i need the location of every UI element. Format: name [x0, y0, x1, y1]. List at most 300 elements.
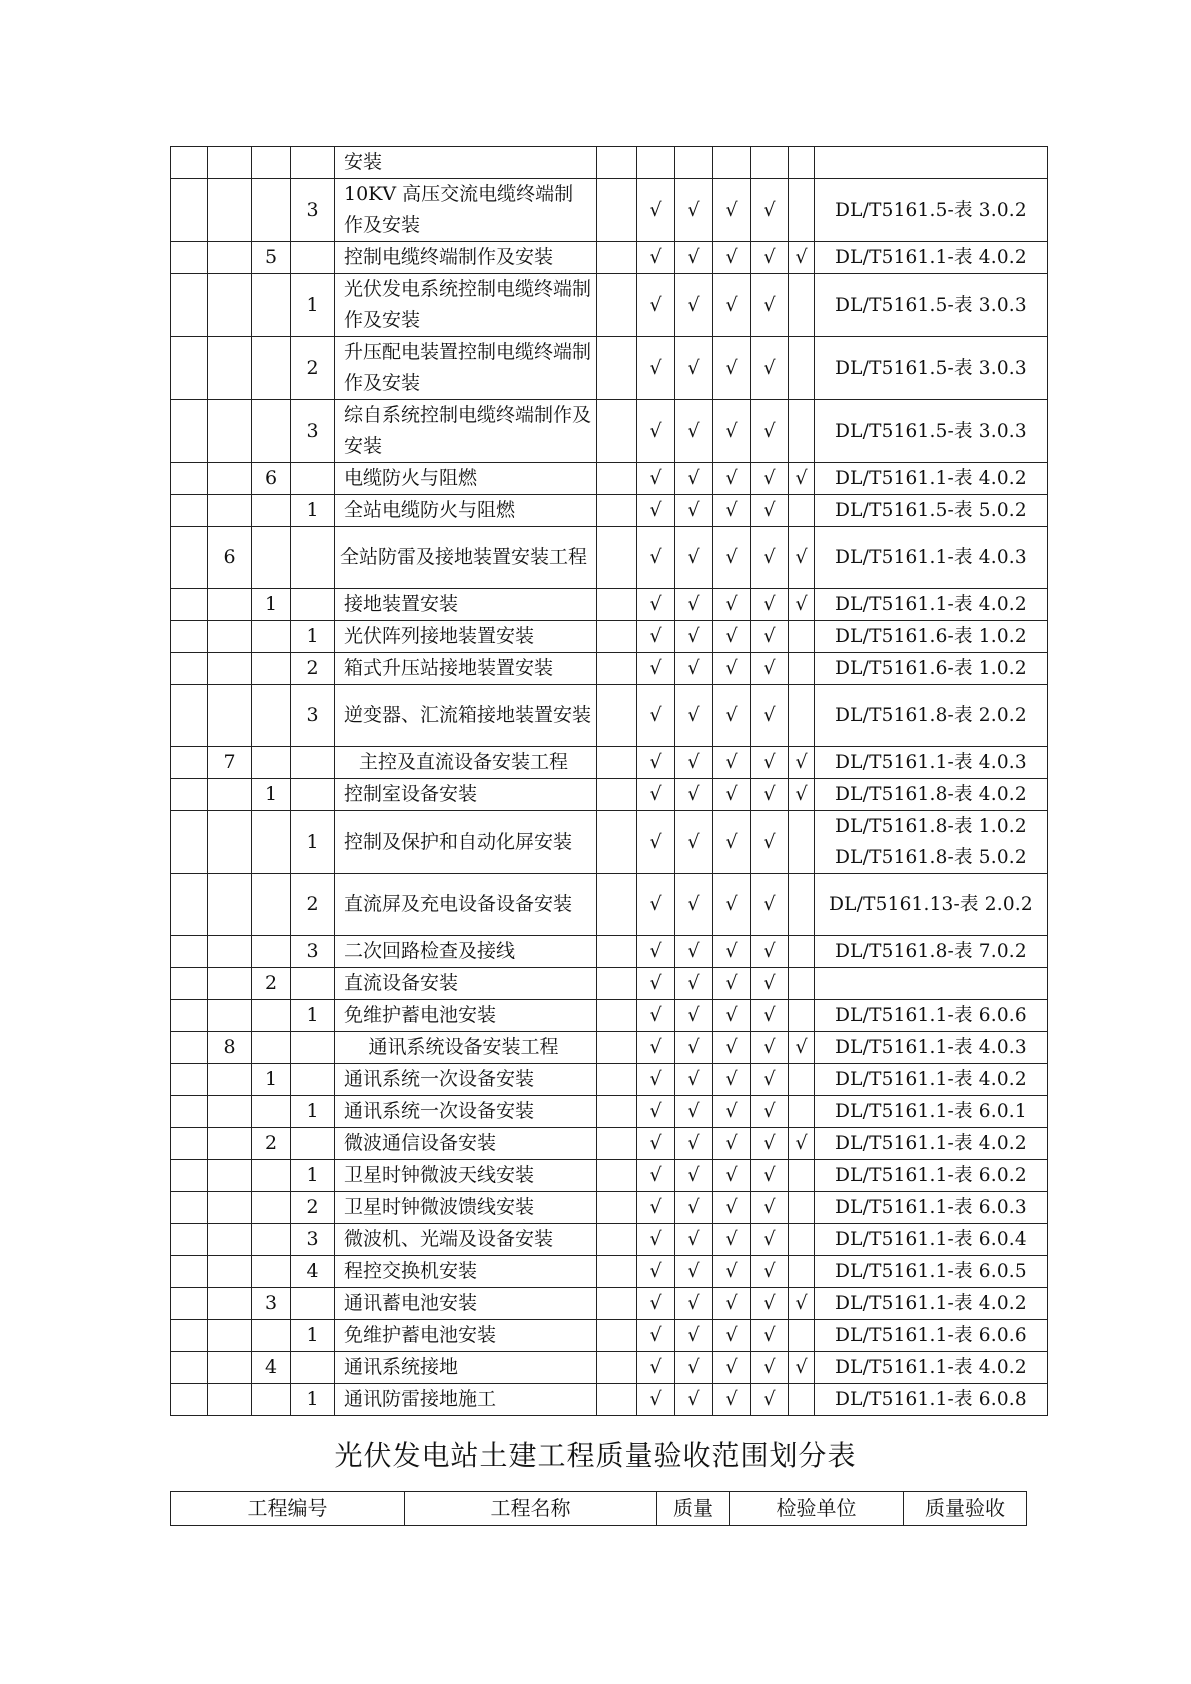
standard-code: DL/T5161.1-表 4.0.2	[835, 1069, 1027, 1090]
project-name: 程控交换机安装	[335, 1256, 597, 1288]
sub-project-number: 3	[252, 1288, 291, 1320]
check-mark	[713, 147, 751, 179]
check-mark: √	[675, 527, 713, 589]
standard-code: DL/T5161.13-表 2.0.2	[829, 894, 1033, 915]
check-mark: √	[675, 1064, 713, 1096]
sub-project-number: 1	[252, 1064, 291, 1096]
check-mark	[789, 811, 815, 874]
check-mark: √	[713, 874, 751, 936]
standard-code: DL/T5161.1-表 6.0.6	[835, 1325, 1027, 1346]
check-mark: √	[751, 337, 789, 400]
check-mark: √	[713, 747, 751, 779]
standard-code: DL/T5161.5-表 5.0.2	[835, 500, 1027, 521]
check-mark	[789, 1064, 815, 1096]
check-mark: √	[675, 463, 713, 495]
check-mark: √	[637, 1000, 675, 1032]
sub-project-number	[252, 1160, 291, 1192]
check-mark: √	[713, 1256, 751, 1288]
item-number: 1	[291, 1160, 335, 1192]
blank-cell	[171, 179, 208, 242]
check-mark: √	[637, 274, 675, 337]
standard-reference	[815, 1192, 1048, 1224]
blank-cell	[171, 495, 208, 527]
unit-project-number	[208, 1256, 252, 1288]
check-mark: √	[675, 747, 713, 779]
project-name: 通讯防雷接地施工	[335, 1384, 597, 1416]
blank-cell	[597, 936, 637, 968]
blank-cell	[597, 1256, 637, 1288]
blank-cell	[171, 589, 208, 621]
project-name: 综自系统控制电缆终端制作及安装	[335, 400, 597, 463]
table-row	[171, 242, 1048, 274]
project-name: 光伏发电系统控制电缆终端制作及安装	[335, 274, 597, 337]
table-row	[171, 936, 1048, 968]
check-mark: √	[637, 1096, 675, 1128]
item-number: 2	[291, 653, 335, 685]
check-mark: √	[637, 747, 675, 779]
check-mark	[789, 621, 815, 653]
blank-cell	[171, 1128, 208, 1160]
unit-project-number	[208, 1192, 252, 1224]
check-mark	[789, 179, 815, 242]
project-name: 箱式升压站接地装置安装	[335, 653, 597, 685]
sub-project-number	[252, 495, 291, 527]
table-row	[171, 621, 1048, 653]
blank-cell	[171, 147, 208, 179]
table-row	[171, 463, 1048, 495]
table-row	[171, 147, 1048, 179]
check-mark: √	[751, 274, 789, 337]
check-mark: √	[637, 811, 675, 874]
check-mark: √	[751, 463, 789, 495]
check-mark: √	[789, 1032, 815, 1064]
check-mark: √	[751, 495, 789, 527]
table-row	[171, 653, 1048, 685]
unit-project-number	[208, 147, 252, 179]
table-row	[171, 1352, 1048, 1384]
item-number	[291, 589, 335, 621]
standard-code: DL/T5161.1-表 6.0.8	[835, 1389, 1027, 1410]
check-mark	[789, 936, 815, 968]
check-mark: √	[637, 1288, 675, 1320]
sub-project-number	[252, 527, 291, 589]
standard-reference	[815, 337, 1048, 400]
project-name: 主控及直流设备安装工程	[335, 747, 597, 779]
sub-project-number	[252, 337, 291, 400]
check-mark: √	[637, 1160, 675, 1192]
project-name: 接地装置安装	[335, 589, 597, 621]
check-mark: √	[751, 685, 789, 747]
check-mark: √	[675, 589, 713, 621]
project-name: 通讯系统接地	[335, 1352, 597, 1384]
standard-reference	[815, 936, 1048, 968]
standard-code: DL/T5161.8-表 5.0.2	[835, 847, 1027, 868]
standard-reference	[815, 495, 1048, 527]
check-mark: √	[751, 179, 789, 242]
item-number	[291, 463, 335, 495]
check-mark: √	[713, 1192, 751, 1224]
sub-project-number: 1	[252, 589, 291, 621]
project-name: 控制电缆终端制作及安装	[335, 242, 597, 274]
blank-cell	[171, 1064, 208, 1096]
sub-project-number	[252, 621, 291, 653]
check-mark: √	[751, 1192, 789, 1224]
check-mark: √	[675, 685, 713, 747]
blank-cell	[171, 968, 208, 1000]
project-name: 升压配电装置控制电缆终端制作及安装	[335, 337, 597, 400]
check-mark: √	[637, 1320, 675, 1352]
blank-cell	[597, 811, 637, 874]
standard-reference	[815, 747, 1048, 779]
project-name: 直流屏及充电设备设备安装	[335, 874, 597, 936]
standard-reference	[815, 1352, 1048, 1384]
sub-project-number	[252, 1224, 291, 1256]
item-number: 3	[291, 685, 335, 747]
check-mark: √	[789, 463, 815, 495]
check-mark: √	[713, 1352, 751, 1384]
unit-project-number	[208, 1096, 252, 1128]
table-row	[171, 1096, 1048, 1128]
item-number	[291, 747, 335, 779]
check-mark: √	[713, 621, 751, 653]
unit-project-number	[208, 242, 252, 274]
blank-cell	[597, 1032, 637, 1064]
table-row	[171, 495, 1048, 527]
blank-cell	[171, 1288, 208, 1320]
check-mark: √	[675, 1160, 713, 1192]
blank-cell	[171, 779, 208, 811]
blank-cell	[597, 527, 637, 589]
sub-project-number: 6	[252, 463, 291, 495]
check-mark: √	[637, 1032, 675, 1064]
project-name: 全站电缆防火与阻燃	[335, 495, 597, 527]
project-name: 逆变器、汇流箱接地装置安装	[335, 685, 597, 747]
check-mark	[637, 147, 675, 179]
table-row	[171, 1288, 1048, 1320]
sub-project-number	[252, 1000, 291, 1032]
project-name: 10KV 高压交流电缆终端制作及安装	[335, 179, 597, 242]
check-mark	[789, 968, 815, 1000]
check-mark: √	[713, 1000, 751, 1032]
project-name: 免维护蓄电池安装	[335, 1320, 597, 1352]
check-mark: √	[675, 621, 713, 653]
check-mark: √	[713, 1160, 751, 1192]
sub-project-number	[252, 1096, 291, 1128]
check-mark	[789, 1384, 815, 1416]
check-mark	[789, 1096, 815, 1128]
blank-cell	[597, 589, 637, 621]
check-mark: √	[789, 242, 815, 274]
blank-cell	[171, 811, 208, 874]
check-mark: √	[713, 1288, 751, 1320]
sub-project-number: 2	[252, 968, 291, 1000]
unit-project-number	[208, 400, 252, 463]
blank-cell	[597, 1160, 637, 1192]
standard-code: DL/T5161.1-表 6.0.2	[835, 1165, 1027, 1186]
item-number: 1	[291, 811, 335, 874]
project-name: 二次回路检查及接线	[335, 936, 597, 968]
check-mark	[789, 495, 815, 527]
table-row	[171, 1192, 1048, 1224]
check-mark: √	[751, 1032, 789, 1064]
standard-code: DL/T5161.1-表 4.0.2	[835, 247, 1027, 268]
unit-project-number	[208, 685, 252, 747]
check-mark: √	[675, 242, 713, 274]
blank-cell	[597, 147, 637, 179]
check-mark: √	[751, 1256, 789, 1288]
check-mark: √	[637, 1064, 675, 1096]
check-mark: √	[675, 1320, 713, 1352]
check-mark: √	[675, 1000, 713, 1032]
header-inspection-unit: 检验单位	[730, 1492, 904, 1526]
check-mark: √	[637, 337, 675, 400]
standard-code: DL/T5161.8-表 2.0.2	[835, 705, 1027, 726]
unit-project-number	[208, 1000, 252, 1032]
check-mark: √	[751, 1288, 789, 1320]
check-mark	[789, 1224, 815, 1256]
check-mark: √	[637, 400, 675, 463]
unit-project-number	[208, 1384, 252, 1416]
item-number: 3	[291, 179, 335, 242]
check-mark	[675, 147, 713, 179]
blank-cell	[597, 242, 637, 274]
check-mark: √	[637, 179, 675, 242]
check-mark: √	[789, 747, 815, 779]
check-mark	[789, 874, 815, 936]
unit-project-number: 7	[208, 747, 252, 779]
standard-code: DL/T5161.1-表 6.0.3	[835, 1197, 1027, 1218]
blank-cell	[171, 1096, 208, 1128]
table-row	[171, 811, 1048, 874]
check-mark: √	[637, 1256, 675, 1288]
unit-project-number	[208, 1224, 252, 1256]
standard-reference	[815, 400, 1048, 463]
blank-cell	[171, 936, 208, 968]
check-mark: √	[637, 495, 675, 527]
blank-cell	[597, 179, 637, 242]
check-mark: √	[751, 589, 789, 621]
check-mark: √	[675, 1256, 713, 1288]
sub-project-number: 5	[252, 242, 291, 274]
standard-reference	[815, 1160, 1048, 1192]
project-name: 卫星时钟微波天线安装	[335, 1160, 597, 1192]
check-mark: √	[637, 527, 675, 589]
blank-cell	[597, 400, 637, 463]
check-mark: √	[789, 589, 815, 621]
standard-reference	[815, 147, 1048, 179]
unit-project-number	[208, 1064, 252, 1096]
check-mark: √	[713, 1032, 751, 1064]
check-mark: √	[637, 685, 675, 747]
check-mark: √	[751, 1224, 789, 1256]
item-number: 1	[291, 1096, 335, 1128]
standard-code: DL/T5161.1-表 4.0.2	[835, 1293, 1027, 1314]
sub-project-number	[252, 936, 291, 968]
check-mark: √	[637, 1384, 675, 1416]
blank-cell	[597, 1000, 637, 1032]
standard-reference	[815, 811, 1048, 874]
table-row	[171, 1064, 1048, 1096]
check-mark: √	[713, 274, 751, 337]
unit-project-number	[208, 653, 252, 685]
unit-project-number	[208, 621, 252, 653]
blank-cell	[171, 463, 208, 495]
blank-cell	[597, 1096, 637, 1128]
project-name: 微波机、光端及设备安装	[335, 1224, 597, 1256]
check-mark	[789, 1000, 815, 1032]
project-name: 控制及保护和自动化屏安装	[335, 811, 597, 874]
sub-project-number	[252, 1384, 291, 1416]
blank-cell	[597, 463, 637, 495]
blank-cell	[597, 874, 637, 936]
blank-cell	[171, 1160, 208, 1192]
standard-reference	[815, 1000, 1048, 1032]
blank-cell	[171, 527, 208, 589]
unit-project-number: 8	[208, 1032, 252, 1064]
check-mark: √	[713, 589, 751, 621]
unit-project-number	[208, 337, 252, 400]
table-row	[171, 747, 1048, 779]
item-number	[291, 527, 335, 589]
check-mark: √	[675, 1096, 713, 1128]
standard-code: DL/T5161.1-表 4.0.2	[835, 594, 1027, 615]
check-mark: √	[751, 1352, 789, 1384]
project-name: 免维护蓄电池安装	[335, 1000, 597, 1032]
check-mark: √	[675, 1384, 713, 1416]
standard-reference	[815, 1288, 1048, 1320]
check-mark: √	[789, 1128, 815, 1160]
standard-reference	[815, 527, 1048, 589]
project-name: 通讯蓄电池安装	[335, 1288, 597, 1320]
table-row	[171, 685, 1048, 747]
unit-project-number	[208, 274, 252, 337]
item-number: 1	[291, 1000, 335, 1032]
item-number	[291, 242, 335, 274]
item-number: 1	[291, 1384, 335, 1416]
blank-cell	[171, 242, 208, 274]
check-mark: √	[789, 779, 815, 811]
sub-project-number	[252, 1320, 291, 1352]
item-number: 3	[291, 1224, 335, 1256]
project-name: 全站防雷及接地装置安装工程	[335, 527, 597, 589]
check-mark: √	[751, 527, 789, 589]
blank-cell	[171, 1224, 208, 1256]
table-row	[171, 1224, 1048, 1256]
blank-cell	[171, 1032, 208, 1064]
check-mark: √	[751, 400, 789, 463]
blank-cell	[597, 1384, 637, 1416]
standard-code: DL/T5161.5-表 3.0.3	[835, 294, 1027, 316]
item-number	[291, 1352, 335, 1384]
item-number: 1	[291, 1320, 335, 1352]
check-mark: √	[713, 811, 751, 874]
check-mark: √	[713, 1320, 751, 1352]
standard-code: DL/T5161.1-表 4.0.2	[835, 1133, 1027, 1154]
unit-project-number	[208, 1352, 252, 1384]
item-number	[291, 1128, 335, 1160]
check-mark: √	[751, 747, 789, 779]
blank-cell	[597, 685, 637, 747]
blank-cell	[171, 1352, 208, 1384]
blank-cell	[171, 274, 208, 337]
table-row	[171, 779, 1048, 811]
check-mark: √	[675, 1224, 713, 1256]
standard-reference	[815, 274, 1048, 337]
standard-reference	[815, 653, 1048, 685]
blank-cell	[597, 779, 637, 811]
check-mark: √	[751, 779, 789, 811]
standard-reference	[815, 685, 1048, 747]
unit-project-number	[208, 811, 252, 874]
sub-project-number: 4	[252, 1352, 291, 1384]
item-number: 1	[291, 274, 335, 337]
project-name: 卫星时钟微波馈线安装	[335, 1192, 597, 1224]
unit-project-number	[208, 1288, 252, 1320]
check-mark: √	[713, 653, 751, 685]
item-number: 2	[291, 874, 335, 936]
standard-code: DL/T5161.6-表 1.0.2	[835, 658, 1027, 679]
check-mark	[789, 337, 815, 400]
blank-cell	[597, 1352, 637, 1384]
check-mark: √	[789, 527, 815, 589]
check-mark: √	[675, 179, 713, 242]
check-mark: √	[751, 621, 789, 653]
table-row	[171, 968, 1048, 1000]
check-mark: √	[751, 1384, 789, 1416]
project-name: 通讯系统一次设备安装	[335, 1064, 597, 1096]
table-row	[171, 274, 1048, 337]
check-mark: √	[637, 874, 675, 936]
check-mark: √	[713, 779, 751, 811]
item-number: 1	[291, 621, 335, 653]
page-title: 光伏发电站土建工程质量验收范围划分表	[334, 1439, 857, 1472]
blank-cell	[171, 653, 208, 685]
check-mark: √	[751, 874, 789, 936]
check-mark: √	[713, 685, 751, 747]
project-name: 微波通信设备安装	[335, 1128, 597, 1160]
standard-code: DL/T5161.1-表 6.0.4	[835, 1229, 1027, 1250]
header-quality-acceptance: 质量验收	[904, 1492, 1027, 1526]
check-mark	[789, 147, 815, 179]
check-mark: √	[713, 968, 751, 1000]
unit-project-number	[208, 1320, 252, 1352]
standard-reference	[815, 621, 1048, 653]
check-mark: √	[713, 495, 751, 527]
check-mark	[789, 1192, 815, 1224]
standard-reference	[815, 589, 1048, 621]
sub-project-number	[252, 747, 291, 779]
standard-code: DL/T5161.1-表 4.0.2	[835, 1357, 1027, 1378]
blank-cell	[171, 874, 208, 936]
standard-reference	[815, 1128, 1048, 1160]
unit-project-number	[208, 1128, 252, 1160]
standard-code: DL/T5161.1-表 4.0.3	[835, 1037, 1027, 1058]
standard-code: DL/T5161.5-表 3.0.3	[835, 357, 1027, 379]
unit-project-number	[208, 779, 252, 811]
check-mark: √	[675, 1128, 713, 1160]
unit-project-number	[208, 936, 252, 968]
blank-cell	[171, 621, 208, 653]
sub-project-number	[252, 179, 291, 242]
sub-project-number: 2	[252, 1128, 291, 1160]
standard-code: DL/T5161.8-表 7.0.2	[835, 941, 1027, 962]
check-mark: √	[637, 1192, 675, 1224]
check-mark: √	[675, 337, 713, 400]
check-mark: √	[713, 1128, 751, 1160]
acceptance-table	[170, 146, 1048, 1416]
check-mark: √	[713, 936, 751, 968]
standard-reference	[815, 779, 1048, 811]
